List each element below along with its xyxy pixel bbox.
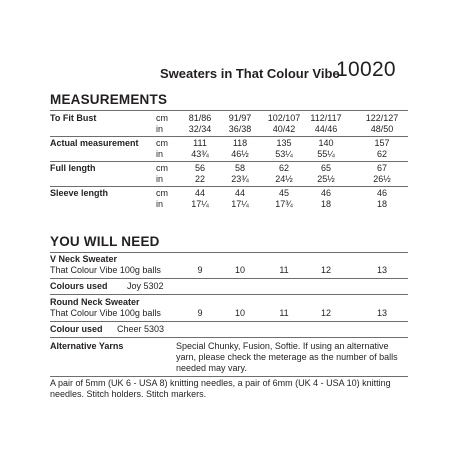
v-neck-yarn: That Colour Vibe 100g balls	[50, 265, 161, 275]
divider	[50, 161, 408, 162]
to-fit-bust-size5-cm: 122/127	[365, 113, 399, 123]
round-neck-balls-size4: 12	[320, 308, 331, 318]
actual-measurement-unit-in: in	[156, 149, 164, 159]
full-length-size3-cm: 62	[278, 163, 289, 173]
to-fit-bust-size4-in: 44/46	[314, 124, 338, 134]
divider	[50, 337, 408, 338]
divider	[50, 110, 408, 111]
sleeve-length-size3-in: 17¾	[275, 199, 293, 209]
pattern-number: 10020	[336, 58, 396, 81]
alternative-yarns-label: Alternative Yarns	[50, 341, 124, 351]
to-fit-bust-label: To Fit Bust	[50, 113, 97, 123]
actual-measurement-label: Actual measurement	[50, 138, 139, 148]
actual-measurement-size3-cm: 135	[276, 138, 292, 148]
round-neck-balls-size2: 10	[234, 308, 245, 318]
actual-measurement-size2-cm: 118	[232, 138, 248, 148]
alternative-yarns-text: Special Chunky, Fusion, Softie. If using an alternative yarn, please check the meterage as the number of balls needed may vary.	[176, 341, 398, 373]
actual-measurement-size5-in: 62	[376, 149, 387, 159]
round-neck-colour-value: Cheer 5303	[117, 324, 165, 334]
round-neck-balls-size1: 9	[197, 308, 203, 318]
divider	[50, 186, 408, 187]
full-length-size1-cm: 56	[194, 163, 205, 173]
divider	[50, 294, 408, 295]
divider	[50, 321, 408, 322]
v-neck-title: V Neck Sweater	[50, 254, 118, 264]
sleeve-length-size2-cm: 44	[234, 188, 245, 198]
actual-measurement-unit-cm: cm	[156, 138, 168, 148]
full-length-unit-cm: cm	[156, 163, 168, 173]
round-neck-balls-size3: 11	[279, 308, 289, 318]
sleeve-length-unit-cm: cm	[156, 188, 168, 198]
sleeve-length-label: Sleeve length	[50, 188, 109, 198]
you-will-need-heading: YOU WILL NEED	[50, 234, 160, 249]
divider	[50, 136, 408, 137]
actual-measurement-size1-in: 43¾	[191, 149, 209, 159]
sleeve-length-size1-in: 17¼	[191, 199, 209, 209]
to-fit-bust-size2-cm: 91/97	[228, 113, 252, 123]
actual-measurement-size1-cm: 111	[193, 138, 207, 148]
to-fit-bust-size2-in: 36/38	[228, 124, 252, 134]
full-length-size5-cm: 67	[376, 163, 387, 173]
full-length-size3-in: 24½	[275, 174, 293, 184]
actual-measurement-size3-in: 53¼	[275, 149, 293, 159]
v-neck-balls-size3: 11	[279, 265, 289, 275]
v-neck-balls-size2: 10	[234, 265, 245, 275]
sleeve-length-size5-in: 18	[376, 199, 387, 209]
divider	[50, 278, 408, 279]
sleeve-length-size4-in: 18	[320, 199, 331, 209]
full-length-label: Full length	[50, 163, 96, 173]
needles-text: A pair of 5mm (UK 6 - USA 8) knitting needles, a pair of 6mm (UK 4 - USA 10) knitting needles. Stitch holders. Stitch markers.	[50, 378, 391, 399]
v-neck-balls-size5: 13	[376, 265, 387, 275]
actual-measurement-size5-cm: 157	[374, 138, 390, 148]
full-length-size1-in: 22	[194, 174, 205, 184]
sleeve-length-size3-cm: 45	[278, 188, 289, 198]
sleeve-length-unit-in: in	[156, 199, 164, 209]
actual-measurement-size2-in: 46½	[231, 149, 249, 159]
round-neck-colour-label: Colour used	[50, 324, 103, 334]
v-neck-colour-label: Colours used	[50, 281, 108, 291]
actual-measurement-size4-in: 55¼	[317, 149, 335, 159]
actual-measurement-size4-cm: 140	[318, 138, 334, 148]
pattern-title: Sweaters in That Colour Vibe	[160, 66, 340, 81]
to-fit-bust-unit-in: in	[156, 124, 164, 134]
full-length-size2-in: 23¾	[231, 174, 249, 184]
to-fit-bust-unit-cm: cm	[156, 113, 168, 123]
to-fit-bust-size1-in: 32/34	[188, 124, 212, 134]
to-fit-bust-size3-cm: 102/107	[267, 113, 301, 123]
divider	[50, 252, 408, 253]
round-neck-balls-size5: 13	[376, 308, 387, 318]
full-length-size4-cm: 65	[320, 163, 331, 173]
sleeve-length-size1-cm: 44	[194, 188, 205, 198]
v-neck-colour-value: Joy 5302	[127, 281, 164, 291]
to-fit-bust-size5-in: 48/50	[370, 124, 394, 134]
to-fit-bust-size4-cm: 112/117	[310, 113, 342, 123]
sleeve-length-size2-in: 17¼	[231, 199, 249, 209]
sleeve-length-size5-cm: 46	[376, 188, 387, 198]
v-neck-balls-size1: 9	[197, 265, 203, 275]
to-fit-bust-size3-in: 40/42	[272, 124, 296, 134]
divider	[50, 376, 408, 377]
full-length-unit-in: in	[156, 174, 164, 184]
to-fit-bust-size1-cm: 81/86	[188, 113, 212, 123]
full-length-size4-in: 25½	[317, 174, 335, 184]
measurements-heading: MEASUREMENTS	[50, 92, 168, 107]
round-neck-title: Round Neck Sweater	[50, 297, 140, 307]
sleeve-length-size4-cm: 46	[320, 188, 331, 198]
v-neck-balls-size4: 12	[320, 265, 331, 275]
round-neck-yarn: That Colour Vibe 100g balls	[50, 308, 161, 318]
full-length-size2-cm: 58	[234, 163, 245, 173]
full-length-size5-in: 26½	[373, 174, 391, 184]
